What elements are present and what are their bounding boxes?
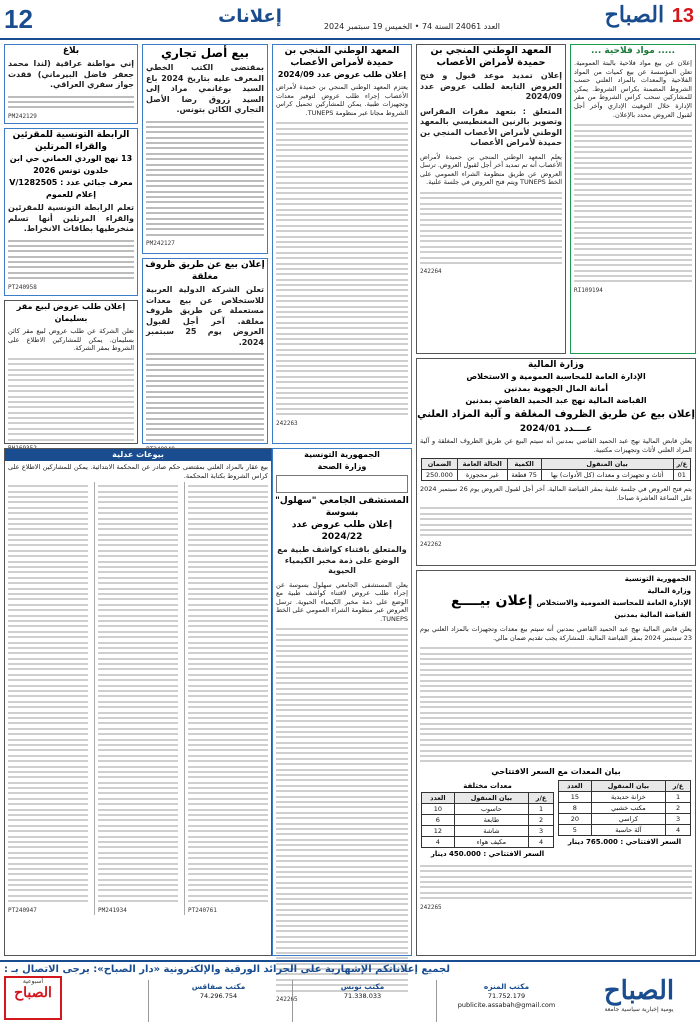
items-table [421, 458, 691, 481]
table-header: ع/ر [529, 792, 554, 803]
table-row [422, 825, 554, 836]
ad-body: يعتزم المعهد الوطني المنجي بن حميدة لأمراض الأعصاب إجراء طلب عروض لتوفير معدات وتجهيزات طبية. يمكن للمشاركين تحميل كراس الشروط مجانا عبر منظومة TUNEPS. [276, 83, 408, 117]
page-footer [0, 960, 700, 1024]
table-row [422, 836, 554, 847]
ad-text-lines [276, 122, 408, 415]
table-header: ع/ر [673, 459, 690, 470]
table-cell: 2 [529, 814, 554, 825]
ad-subtitle: والمتعلق باقتناء كواشف طبية مع الوضع على ذمة مخبر الكيمياء الحيوية [277, 545, 407, 575]
ad-text-lines [8, 240, 134, 280]
league-address: 13 نهج الوردي العماني حي ابن خلدون تونس 2026 [9, 154, 133, 175]
footer-logo [584, 976, 694, 1020]
table-cell: آلة حاسبة [591, 824, 665, 835]
office-box-tunis [292, 980, 432, 1022]
ad-title: المعهد الوطني المنجي بن حميدة لأمراض الأعصاب [430, 45, 552, 68]
treasury-name: أمانة المال الجهوية بمدنين [503, 384, 609, 393]
table-header: الكمية [507, 459, 541, 470]
table-cell: 8 [559, 802, 592, 813]
directorate-name: الإدارة العامة للمحاسبة العمومية والاستخلاص [536, 599, 691, 607]
ad-text-lines [420, 192, 562, 264]
page-number: 12 [4, 4, 33, 34]
ad-body: تعلن الشركة الدولية العربية للاستخلاص عن بيع معدات مستعملة عن طريق ظروف مغلقة. آخر أجل لقبول العروض يوم 25 سبتمبر 2024. [146, 285, 264, 347]
table-header: العدد [559, 780, 592, 791]
office-name: مكتب المنزه [483, 982, 530, 991]
republic-name: الجمهورية التونسية [624, 575, 691, 583]
ad-title: إعلان طلب عروض عدد 2024/22 [291, 520, 393, 542]
ad-body: إعلان عن بيع مواد فلاحية بالبتة العمومية. تعلن المؤسسة عن بيع كميات من المواد الفلاحية والمعدات بالمزاد العلني حسب الشروط المضمنة بكراس الشروط. يمكن للمشاركين سحب كراس الشروط من مقر الإدارة خلال التوقيت الإداري وآخر أجل لقبول العروض محدد بالإعلان. [574, 59, 692, 119]
table-cell: أثاث و تجهيزات و معدات (كل الأدوات) بها [541, 470, 673, 481]
table-cell: 01 [673, 470, 690, 481]
logo-year-mark: 13 [671, 5, 694, 27]
ad-text-lines [276, 628, 408, 991]
ad-body: يتم فتح العروض في جلسة علنية بمقر القباضة المالية. آخر أجل لقبول العروض يوم 26 سبتمبر 2024 على الساعة العاشرة صباحا. [420, 485, 692, 502]
weekly-caption: أسبوعية [22, 978, 44, 985]
ad-ministry-sealed-auction [416, 358, 696, 566]
ad-ref: PM242127 [146, 240, 175, 248]
ad-body: يعلن قابض المالية نهج عبد الحميد القاضي بمدنين أنه سيتم بيع معدات وتجهيزات بالمزاد العلني يوم 23 سبتمبر 2024 بمقر القباضة المالية. للمشاركة يجب تقديم ضمان مالي. [420, 625, 692, 642]
footer-title: لجميع إعلاناتكم الإشهارية على الجرائد الورقية والإلكترونية «دار الصباح»: يرجى الاتصال بـ : [3, 964, 450, 975]
table-header: بيان المنقول [591, 780, 665, 791]
table-cell: 1 [529, 803, 554, 814]
ad-body: تعلن الشركة عن طلب عروض لبيع مقر كائن بسليمان. يمكن للمشاركين الاطلاع على الشروط بمقر الشركة. [8, 327, 134, 353]
ad-text-lines [420, 507, 692, 536]
ad-notice-lost-passport [4, 44, 138, 124]
table-cell: مكيف هواء [454, 836, 528, 847]
office-box-menzah [436, 980, 576, 1022]
ad-bold-body: المتعلق : بتعهد مقرات المقراس وتصوير بالرنين المغنطيسي بالمعهد الوطني لأمراض الأعصاب المنجي بن حميدة لأمراض الأعصاب [420, 106, 562, 147]
ad-ref: RI109194 [574, 286, 603, 294]
table-cell: مكتب خشبي [591, 802, 665, 813]
office-name: مكتب تونس [340, 982, 385, 991]
items-table-2 [421, 792, 554, 848]
league-title: الرابطة التونسية للمقرئين والقراء المرتلين [12, 130, 130, 152]
ad-ref: 242262 [420, 540, 442, 548]
office-email[interactable]: publicite.assabah@gmail.com [457, 1001, 556, 1009]
office-box-sfax [148, 980, 288, 1022]
ad-reciters-league [4, 128, 138, 296]
ad-ref: 242265 [420, 903, 442, 911]
table-row [559, 791, 691, 802]
table-header: الحالة العامة [457, 459, 507, 470]
table-cell: 250.000 [422, 470, 458, 481]
table-cell: كراسي [591, 813, 665, 824]
table-header: بيان المنقول [541, 459, 673, 470]
footer-logo-caption: يومية إخبارية سياسية جامعة [604, 1006, 674, 1013]
office-phone[interactable]: 71.752.179 [487, 992, 526, 1000]
hospital-name: المستشفى الجامعي "سهلول" بسوسة [275, 496, 409, 518]
ad-body: يعلن المستشفى الجامعي سهلول بسوسة عن إجراء طلب عروض لاقتناء كواشف طبية مع الوضع على ذمة مخبر الكيمياء الحيوية. ترسل العروض عبر منظومة الشراء العمومي على الخط TUNEPS. [276, 580, 408, 623]
ad-body: يعلم المعهد الوطني المنجي بن حميدة لأمراض الأعصاب أنه تم تمديد آخر أجل لقبول العروض. ترسل العروض عن طريق منظومة الشراء العمومي على الخط TUNEPS ويتم فتح العروض في جلسة علنية. [420, 152, 562, 187]
ad-text-lines [98, 485, 178, 902]
table-row [559, 824, 691, 835]
ad-title: إعلان بيــــع [451, 593, 533, 609]
table-cell: خزانة حديدية [591, 791, 665, 802]
office-name: القباضة المالية نهج عبد الحميد القاضي بمدنين [465, 396, 647, 405]
ad-title: إعلان بيع عن طريق ظروف مغلقة [145, 260, 265, 282]
ad-number: عــــدد 2024/01 [519, 424, 593, 434]
classifieds-body: بيع عقار بالمزاد العلني بمقتضى حكم صادر عن المحكمة الابتدائية. يمكن للمشاركين الاطلاع على كراس الشروط بكتابة المحكمة. [8, 463, 268, 480]
ad-institute-extension [416, 44, 566, 354]
table-cell: غير محجوزة [457, 470, 507, 481]
ad-ref: 242264 [420, 268, 442, 276]
ad-agricultural [570, 44, 696, 354]
table-cell: 4 [422, 836, 455, 847]
ad-ref: 242263 [276, 419, 298, 427]
table-header: العدد [422, 792, 455, 803]
ad-text-lines [188, 485, 268, 902]
footer-logo-name: الصباح [603, 976, 675, 1006]
table-header: بيان المنقول [454, 792, 528, 803]
table-header: ع/ر [666, 780, 691, 791]
newspaper-logo [574, 2, 694, 28]
ad-title: بيع أصل تجاري [161, 46, 249, 60]
table-cell: 10 [422, 803, 455, 814]
footer-weekly-logo [4, 976, 62, 1020]
table-cell: 3 [666, 813, 691, 824]
ad-text-lines [574, 124, 692, 282]
republic-name: الجمهورية التونسية [304, 450, 380, 459]
ad-title: المعهد الوطني المنجي بن حميدة لأمراض الأعصاب [284, 46, 400, 68]
league-tax-id: معرف جبائي عدد : 1282505/V [9, 178, 133, 187]
league-body: تعلم الرابطة التونسية للمقرئين والقراء المرتلين أنها تسلم منخرطيها بطاقات الانخراط. [8, 203, 134, 233]
ministry-name: وزارة الصحة [317, 462, 367, 471]
table-cell: حاسوب [454, 803, 528, 814]
table-row [422, 470, 691, 481]
office-name: مكتب صفاقس [191, 982, 246, 991]
table-cell: شاشة [454, 825, 528, 836]
ad-sealed-bid-sale [142, 258, 268, 444]
ad-text-lines [8, 358, 134, 441]
table-cell: 1 [666, 791, 691, 802]
ad-business-sale [142, 44, 268, 254]
ad-subtitle: إعلان طلب عروض عدد 2024/09 [277, 70, 407, 79]
ad-title: بلاغ [62, 46, 80, 56]
table-cell: 12 [422, 825, 455, 836]
table-row [559, 802, 691, 813]
league-notice: إعلام للعموم [46, 190, 96, 199]
issue-line: العدد 24061 السنة 74 • الخميس 19 سبتمبر 2024 [323, 22, 500, 31]
table-cell: 6 [422, 814, 455, 825]
ad-ref: 242265 [276, 996, 298, 1004]
table-cell: 20 [559, 813, 592, 824]
office-phone[interactable]: 74.296.754 [199, 992, 238, 1000]
table-cell: 4 [666, 824, 691, 835]
items-table-1 [558, 780, 691, 836]
ad-intro: يعلن قابض المالية نهج عبد الحميد القاضي بمدنين أنه سيتم البيع عن طريق الظروف المغلقة و آلية المزاد العلني لأثاث وتجهيزات مكتبية. [420, 437, 692, 454]
ad-ref: PM242129 [8, 112, 37, 120]
table-header: الضمان [422, 459, 458, 470]
table-title: بيان المعدات مع السعر الافتتاحي [491, 766, 621, 776]
ad-ref: PT240947 [8, 906, 37, 914]
office-phone[interactable]: 71.338.033 [343, 992, 382, 1000]
page-header [0, 0, 700, 40]
directorate-name: الإدارة العامة للمحاسبة العمومية و الاستخلاص [466, 372, 646, 381]
ad-text-lines [420, 865, 692, 899]
ad-ref: PM241934 [98, 906, 127, 914]
table-row [559, 813, 691, 824]
table-cell: 3 [529, 825, 554, 836]
ad-subtitle: إعلان تمديد موعد قبول و فتح العروض التابعة لطلب عروض عدد 2024/09 [420, 71, 562, 101]
ad-body: بمقتضى الكتب الخطي المعرف عليه بتاريخ 2024 باع السيد بوغانمي مراد إلى السيد زروق رضا الأصل التجاري الكائن بتونس. [146, 63, 264, 114]
ministry-name: وزارة المالية [647, 587, 691, 595]
table-cell: 2 [666, 802, 691, 813]
ad-title: إعلان بيع عن طريق الظروف المغلقة و آلية المزاد العلني [417, 409, 695, 420]
emblem-icon [276, 475, 408, 493]
ad-judicial-sales [4, 448, 272, 956]
ad-ref: PT240761 [188, 906, 217, 914]
ministry-name: وزارة المالية [528, 360, 584, 370]
table-cell: 15 [559, 791, 592, 802]
ad-treasury-sale [416, 570, 696, 956]
ad-text-lines [146, 353, 264, 441]
table-cell: 5 [559, 824, 592, 835]
opening-price-2: السعر الافتتاحي : 450.000 دينار [430, 849, 545, 858]
table-cell: 75 قطعة [507, 470, 541, 481]
table-cell: 4 [529, 836, 554, 847]
ad-text-lines [146, 121, 264, 236]
table-row [422, 814, 554, 825]
classifieds-title: بيوعات عدلية [5, 449, 271, 461]
table-title-2: معدات مختلفة [463, 781, 512, 790]
ad-property-sale-soliman [4, 300, 138, 444]
ad-title: ..... مواد فلاحية ... [590, 46, 675, 56]
ad-text-lines [8, 96, 134, 109]
office-name: القباضة المالية بمدنين [614, 611, 691, 619]
ad-title: إعلان طلب عروض لبيع مقر بسليمان [16, 302, 126, 323]
section-title: إعلانات [218, 6, 282, 27]
ad-body: إني مواطنة عراقية (لندا محمد جعفر فاضل البيرماني) فقدت جواز سفري العراقي. [8, 59, 134, 89]
logo-name: الصباح [604, 2, 665, 28]
table-cell: طابعة [454, 814, 528, 825]
table-row [422, 803, 554, 814]
ad-text-lines [420, 647, 692, 762]
ad-ref: PT240958 [8, 283, 37, 291]
ad-institute-tender [272, 44, 412, 444]
weekly-name: الصباح [14, 985, 52, 1001]
opening-price-1: السعر الافتتاحي : 765.000 دينار [567, 837, 682, 846]
ad-text-lines [8, 485, 88, 902]
